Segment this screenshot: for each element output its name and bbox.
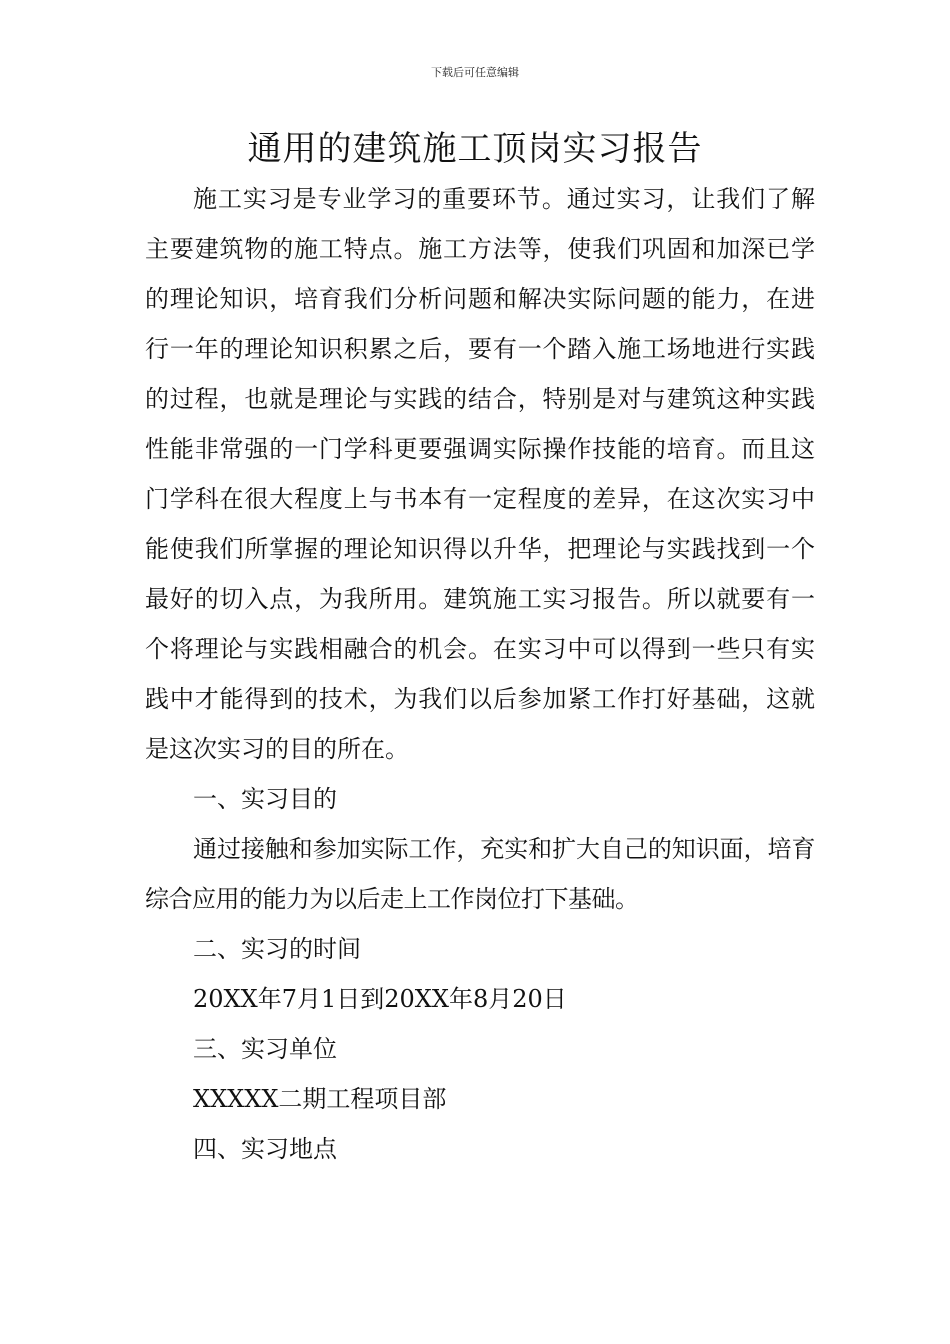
section-heading-location: 四、实习地点 — [193, 1135, 337, 1163]
header-note: 下载后可任意编辑 — [431, 66, 519, 79]
section-heading-unit: 三、实习单位 — [193, 1035, 337, 1063]
unit-paragraph: XXXXX二期工程项目部 — [193, 1085, 447, 1113]
section-heading-time: 二、实习的时间 — [193, 935, 361, 963]
document-body — [145, 174, 815, 1174]
intro-paragraph: 施工实习是专业学习的重要环节。通过实习，让我们了解主要建筑物的施工特点。施工方法等，使我们巩固和加深已学的理论知识，培育我们分析问题和解决实际问题的能力，在进行一年的理论知识积累之后，要有一个踏入施工场地进行实践的过程，也就是理论与实践的结合，特别是对与建筑这种实践性能非常强的一门学科更要强调实际操作技能的培育。而且这门学科在很大程度上与书本有一定程度的差异，在这次实习中能使我们所掌握的理论知识得以升华，把理论与实践找到一个最好的切入点，为我所用。建筑施工实习报告。所以就要有一个将理论与实践相融合的机会。在实习中可以得到一些只有实践中才能得到的技术，为我们以后参加紧工作打好基础，这就是这次实习的目的所在。 — [145, 185, 815, 763]
document-title: 通用的建筑施工顶岗实习报告 — [247, 129, 703, 169]
section-heading-purpose: 一、实习目的 — [193, 785, 337, 813]
purpose-paragraph: 通过接触和参加实际工作，充实和扩大自己的知识面，培育综合应用的能力为以后走上工作岗位打下基础。 — [145, 835, 815, 913]
time-paragraph: 20XX年7月1日到20XX年8月20日 — [193, 985, 567, 1013]
